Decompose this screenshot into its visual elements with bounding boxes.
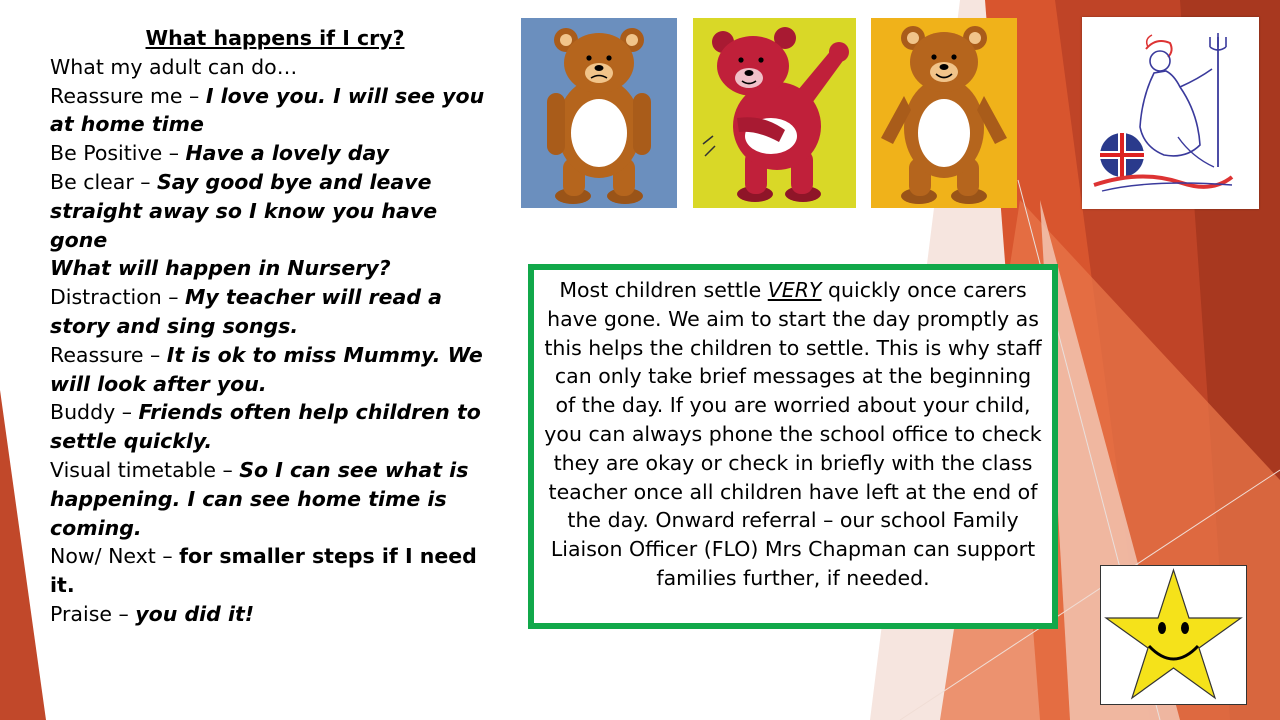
advice-detail: I love you. I will see you at home time — [50, 83, 485, 137]
settling-info-text — [542, 276, 1044, 593]
now-next-item — [50, 542, 500, 600]
britannia-logo-image — [1082, 17, 1259, 209]
nursery-detail: It is ok to miss Mummy. We will look after you. — [50, 342, 483, 396]
advice-label: Reassure me – — [50, 83, 206, 108]
advice-label: Be clear – — [50, 169, 158, 194]
sad-bear-image — [521, 18, 677, 208]
nursery-label: Distraction – — [50, 285, 186, 310]
now-next-detail: for smaller steps if I need it. — [50, 544, 477, 598]
advice-text-column — [50, 24, 500, 629]
nursery-label: Reassure – — [50, 342, 167, 367]
nursery-label: Buddy – — [50, 400, 139, 425]
happy-bear-image — [871, 18, 1017, 208]
nursery-label: Visual timetable – — [50, 457, 240, 482]
waving-red-bear-image — [693, 18, 856, 208]
smiley-star-image — [1100, 565, 1247, 705]
info-text-rest: quickly once carers have gone. We aim to start the day promptly as this helps the children to settle. This is why staff can only take brief messages at the beginning of the day. If you are worried about your child, you can always phone the school office to check they are okay or check in briefly with the class teacher once all children have left at the end of the day. Onward referral – our school Family Liaison Officer (FLO) Mrs Chapman can support families further, if needed. — [544, 278, 1042, 590]
info-text-start: Most children settle — [559, 278, 768, 302]
nursery-detail: So I can see what is happening. I can see home time is coming. — [50, 457, 469, 540]
advice-item — [50, 82, 500, 140]
advice-label: Be Positive – — [50, 141, 186, 166]
nursery-item — [50, 283, 500, 341]
praise-detail: you did it! — [135, 601, 255, 626]
advice-detail: Say good bye and leave straight away so I know you have gone — [50, 169, 438, 252]
nursery-heading: What will happen in Nursery? — [50, 256, 391, 281]
star-icon — [1106, 570, 1241, 698]
nursery-detail: My teacher will read a story and sing songs. — [50, 285, 442, 338]
nursery-item — [50, 398, 500, 456]
advice-item — [50, 168, 500, 254]
settling-info-box — [528, 264, 1058, 629]
left-corner-shape — [0, 390, 46, 720]
slide-title: What happens if I cry? — [145, 26, 405, 50]
advice-detail: Have a lovely day — [185, 141, 390, 166]
advice-item — [50, 139, 500, 168]
intro-line: What my adult can do… — [50, 54, 298, 79]
nursery-detail: Friends often help children to settle quickly. — [50, 400, 481, 454]
nursery-item — [50, 341, 500, 399]
nursery-item — [50, 456, 500, 542]
praise-label: Praise – — [50, 601, 136, 626]
now-next-label: Now/ Next – — [50, 544, 180, 569]
praise-item — [50, 600, 500, 629]
info-text-emphasis: VERY — [767, 278, 822, 302]
